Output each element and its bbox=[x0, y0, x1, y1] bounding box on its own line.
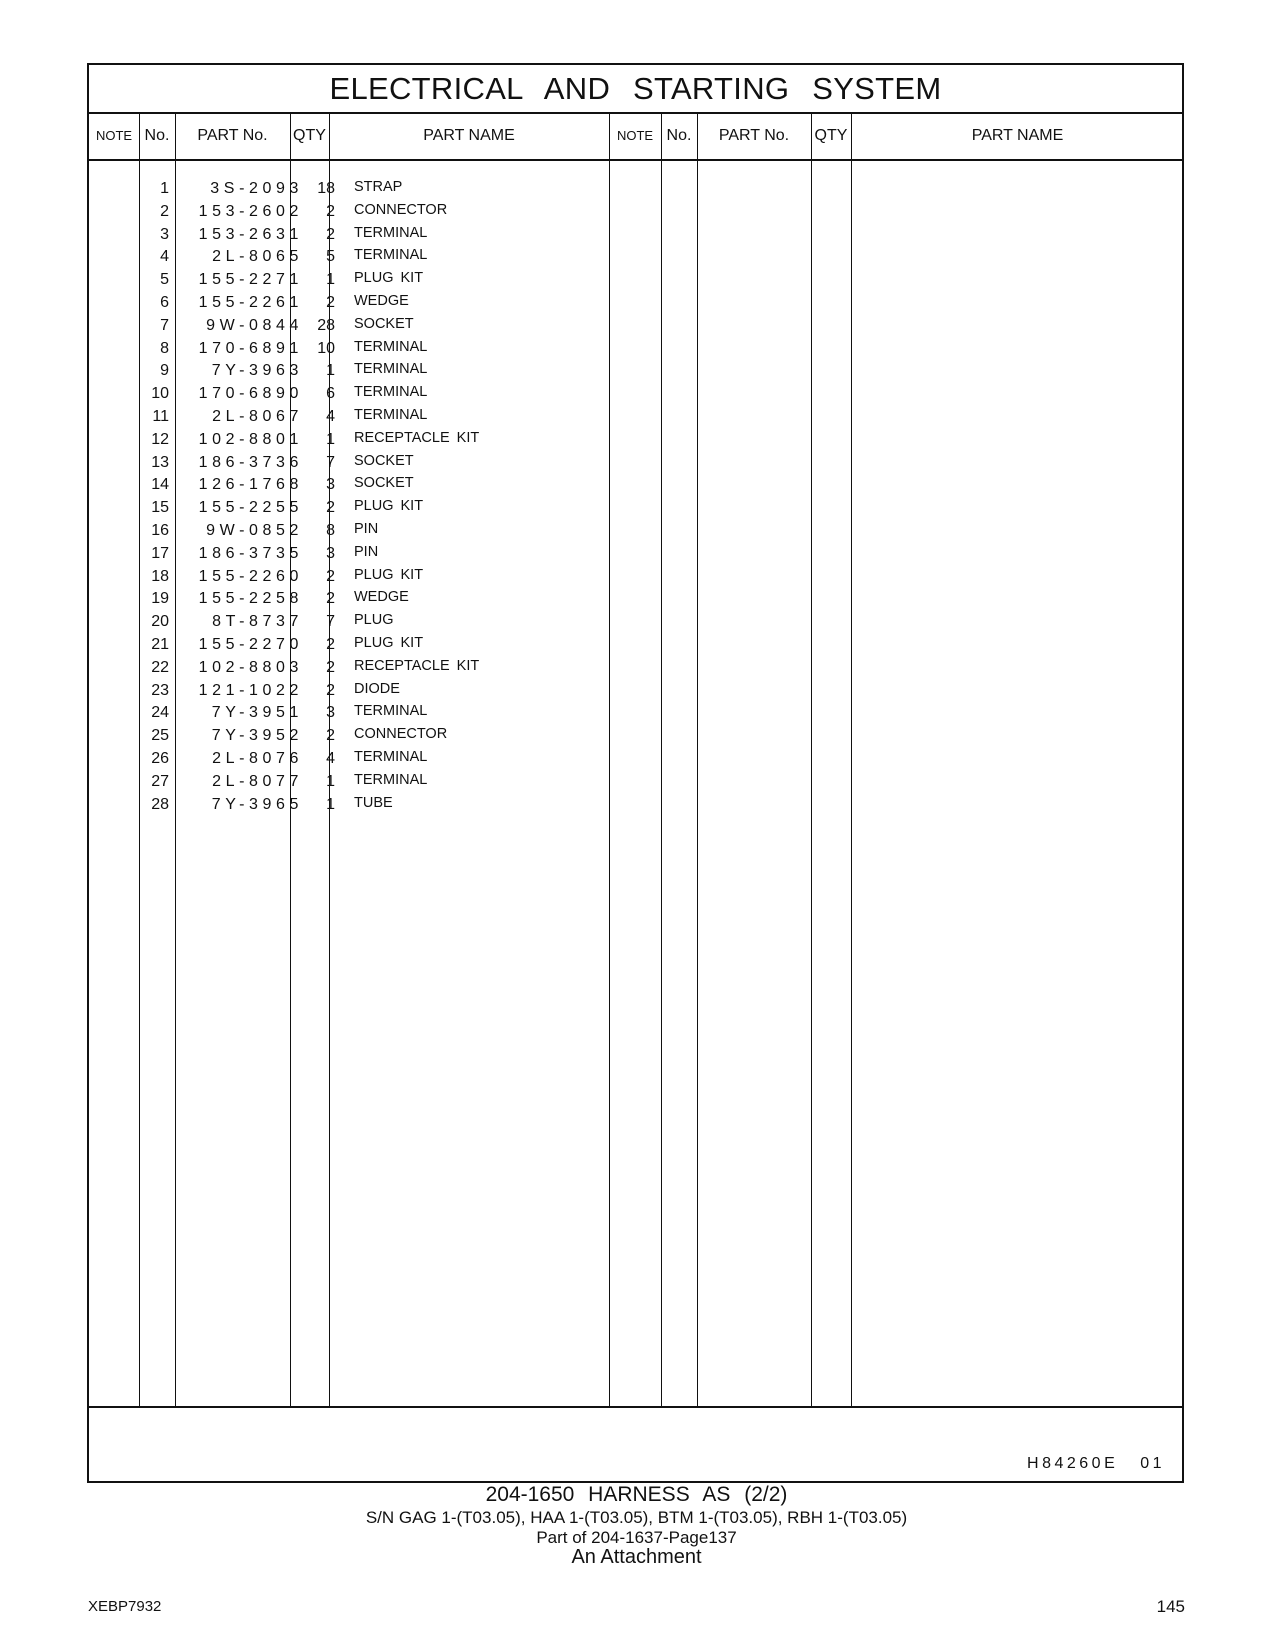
item-number: 15 bbox=[151, 499, 169, 517]
part-number: 9W-0852 bbox=[206, 522, 303, 539]
part-number: 170-6890 bbox=[198, 385, 303, 403]
part-name: CONNECTOR bbox=[354, 201, 448, 218]
part-number: 121-1022 bbox=[198, 681, 303, 699]
quantity: 2 bbox=[326, 499, 335, 517]
quantity: 3 bbox=[326, 704, 335, 722]
item-number: 27 bbox=[151, 772, 169, 790]
part-number: 186-3735 bbox=[198, 544, 303, 562]
part-number: 2L-8065 bbox=[212, 248, 303, 266]
part-number: 102-8803 bbox=[198, 658, 303, 676]
item-number: 17 bbox=[151, 544, 169, 562]
quantity: 6 bbox=[326, 385, 335, 403]
header-part-no-right: PART No. bbox=[718, 127, 790, 144]
part-number: 153-2631 bbox=[198, 225, 303, 243]
table-row bbox=[89, 496, 1182, 519]
table-row bbox=[89, 724, 1182, 747]
parts-table-frame bbox=[87, 63, 1184, 1483]
part-number: 2L-8067 bbox=[212, 408, 303, 425]
table-row bbox=[89, 793, 1182, 816]
item-number: 20 bbox=[151, 613, 169, 631]
item-number: 4 bbox=[160, 248, 169, 266]
quantity: 4 bbox=[326, 408, 335, 425]
item-number: 19 bbox=[151, 590, 169, 608]
table-row bbox=[89, 656, 1182, 679]
part-name: TERMINAL bbox=[354, 407, 428, 423]
quantity: 1 bbox=[326, 362, 335, 380]
part-name: SOCKET bbox=[354, 315, 414, 332]
table-row bbox=[89, 337, 1182, 360]
caption-serial-numbers: S/N GAG 1-(T03.05), HAA 1-(T03.05), BTM 1-(T03.05), RBH 1-(T03.05) bbox=[365, 1508, 908, 1527]
part-name: TERMINAL bbox=[354, 771, 428, 788]
part-number: 126-1768 bbox=[198, 476, 303, 494]
part-number: 102-8801 bbox=[198, 430, 303, 448]
item-number: 14 bbox=[151, 476, 169, 494]
part-name: SOCKET bbox=[354, 475, 414, 492]
table-row bbox=[89, 314, 1182, 337]
part-number: 3S-2093 bbox=[210, 180, 303, 197]
part-name: WEDGE bbox=[354, 293, 409, 309]
quantity: 2 bbox=[326, 636, 335, 653]
caption-assembly: 204-1650 HARNESS AS (2/2) bbox=[485, 1483, 788, 1506]
part-name: STRAP bbox=[354, 179, 403, 195]
quantity: 4 bbox=[326, 750, 335, 767]
part-name: PLUG KIT bbox=[354, 566, 424, 583]
table-row bbox=[89, 223, 1182, 246]
table-row bbox=[89, 405, 1182, 428]
item-number: 5 bbox=[160, 271, 169, 289]
part-number: 186-3736 bbox=[198, 453, 303, 471]
table-bottom-border bbox=[89, 1406, 1182, 1408]
quantity: 7 bbox=[326, 453, 335, 471]
quantity: 1 bbox=[326, 772, 335, 790]
quantity: 10 bbox=[317, 339, 335, 357]
quantity: 1 bbox=[326, 795, 335, 813]
item-number: 18 bbox=[151, 567, 169, 585]
part-name: TERMINAL bbox=[354, 703, 428, 720]
part-name: SOCKET bbox=[354, 452, 414, 469]
item-number: 23 bbox=[151, 681, 169, 699]
item-number: 1 bbox=[160, 180, 169, 197]
part-name: TERMINAL bbox=[354, 749, 428, 765]
item-number: 3 bbox=[160, 225, 169, 243]
part-name: PLUG bbox=[354, 612, 394, 629]
part-number: 7Y-3963 bbox=[211, 362, 303, 380]
part-number: 8T-8737 bbox=[212, 613, 303, 631]
table-row bbox=[89, 770, 1182, 793]
table-row bbox=[89, 701, 1182, 724]
quantity: 2 bbox=[326, 727, 335, 745]
quantity: 28 bbox=[317, 316, 335, 334]
part-name: PLUG KIT bbox=[354, 635, 424, 651]
table-row bbox=[89, 291, 1182, 314]
item-number: 25 bbox=[151, 727, 169, 745]
header-part-name: PART NAME bbox=[423, 127, 515, 144]
quantity: 7 bbox=[326, 613, 335, 631]
table-row bbox=[89, 519, 1182, 542]
table-row bbox=[89, 679, 1182, 702]
part-number: 2L-8076 bbox=[212, 750, 303, 767]
table-row bbox=[89, 382, 1182, 405]
part-number: 7Y-3951 bbox=[211, 704, 303, 722]
part-number: 155-2255 bbox=[198, 499, 303, 517]
table-row bbox=[89, 359, 1182, 382]
table-row bbox=[89, 565, 1182, 588]
item-number: 26 bbox=[151, 750, 169, 767]
table-row bbox=[89, 268, 1182, 291]
part-name: RECEPTACLE KIT bbox=[354, 429, 480, 446]
quantity: 2 bbox=[326, 590, 335, 608]
drawing-code: H84260E 01 bbox=[1027, 1455, 1165, 1472]
part-name: TERMINAL bbox=[354, 247, 428, 264]
part-name: PLUG KIT bbox=[354, 270, 424, 287]
part-name: TERMINAL bbox=[354, 361, 428, 378]
table-row bbox=[89, 473, 1182, 496]
item-number: 22 bbox=[151, 658, 169, 676]
item-number: 24 bbox=[151, 704, 169, 722]
table-row bbox=[89, 428, 1182, 451]
part-number: 155-2260 bbox=[198, 567, 303, 585]
caption-part-of: Part of 204-1637-Page137 bbox=[536, 1528, 737, 1547]
part-name: CONNECTOR bbox=[354, 726, 448, 743]
quantity: 3 bbox=[326, 544, 335, 562]
header-no-right: No. bbox=[666, 127, 692, 144]
table-row bbox=[89, 542, 1182, 565]
part-name: TUBE bbox=[354, 794, 393, 811]
table-row bbox=[89, 200, 1182, 223]
header-part-no: PART No. bbox=[197, 127, 268, 144]
table-row bbox=[89, 633, 1182, 656]
item-number: 11 bbox=[152, 408, 169, 425]
part-name: WEDGE bbox=[354, 589, 409, 606]
part-number: 9W-0844 bbox=[206, 316, 303, 334]
header-qty-right: QTY bbox=[814, 127, 848, 144]
item-number: 6 bbox=[160, 294, 169, 311]
quantity: 5 bbox=[326, 248, 335, 266]
part-number: 155-2258 bbox=[198, 590, 303, 608]
quantity: 2 bbox=[326, 658, 335, 676]
table-row bbox=[89, 451, 1182, 474]
quantity: 8 bbox=[326, 522, 335, 539]
part-number: 155-2261 bbox=[198, 294, 303, 311]
item-number: 10 bbox=[151, 385, 169, 403]
table-row bbox=[89, 177, 1182, 200]
header-part-name-right: PART NAME bbox=[971, 127, 1064, 144]
part-name: PIN bbox=[354, 521, 379, 537]
part-name: DIODE bbox=[354, 680, 400, 697]
part-number: 155-2270 bbox=[198, 636, 303, 653]
item-number: 16 bbox=[151, 522, 169, 539]
item-number: 12 bbox=[151, 430, 169, 448]
header-note-right: NOTE bbox=[616, 128, 654, 143]
caption-attachment: An Attachment bbox=[571, 1546, 702, 1568]
part-name: PIN bbox=[354, 543, 379, 560]
part-name: TERMINAL bbox=[354, 384, 428, 401]
table-row bbox=[89, 245, 1182, 268]
part-number: 153-2602 bbox=[198, 202, 303, 220]
part-name: RECEPTACLE KIT bbox=[354, 657, 480, 674]
table-row bbox=[89, 587, 1182, 610]
part-number: 2L-8077 bbox=[212, 772, 303, 790]
quantity: 2 bbox=[326, 202, 335, 220]
item-number: 21 bbox=[151, 636, 169, 653]
quantity: 1 bbox=[326, 430, 335, 448]
part-number: 155-2271 bbox=[198, 271, 303, 289]
quantity: 2 bbox=[326, 225, 335, 243]
item-number: 9 bbox=[160, 362, 169, 380]
part-number: 170-6891 bbox=[198, 339, 303, 357]
part-name: PLUG KIT bbox=[354, 498, 424, 515]
quantity: 2 bbox=[326, 294, 335, 311]
document-id: XEBP7932 bbox=[88, 1598, 162, 1615]
part-name: TERMINAL bbox=[354, 338, 428, 355]
header-note: NOTE bbox=[95, 128, 133, 143]
item-number: 8 bbox=[160, 339, 169, 357]
part-name: TERMINAL bbox=[354, 224, 428, 241]
item-number: 28 bbox=[151, 795, 169, 813]
page-number: 145 bbox=[1156, 1597, 1185, 1616]
quantity: 2 bbox=[326, 567, 335, 585]
quantity: 2 bbox=[326, 681, 335, 699]
quantity: 3 bbox=[326, 476, 335, 494]
item-number: 2 bbox=[160, 202, 169, 220]
part-number: 7Y-3965 bbox=[211, 795, 303, 813]
table-row bbox=[89, 747, 1182, 770]
quantity: 1 bbox=[326, 271, 335, 289]
quantity: 18 bbox=[317, 180, 335, 197]
table-row bbox=[89, 610, 1182, 633]
header-no: No. bbox=[144, 127, 170, 144]
item-number: 13 bbox=[151, 453, 169, 471]
part-number: 7Y-3952 bbox=[211, 727, 303, 745]
header-qty: QTY bbox=[293, 127, 326, 144]
item-number: 7 bbox=[160, 316, 169, 334]
page-title: ELECTRICAL AND STARTING SYSTEM bbox=[89, 65, 1182, 114]
